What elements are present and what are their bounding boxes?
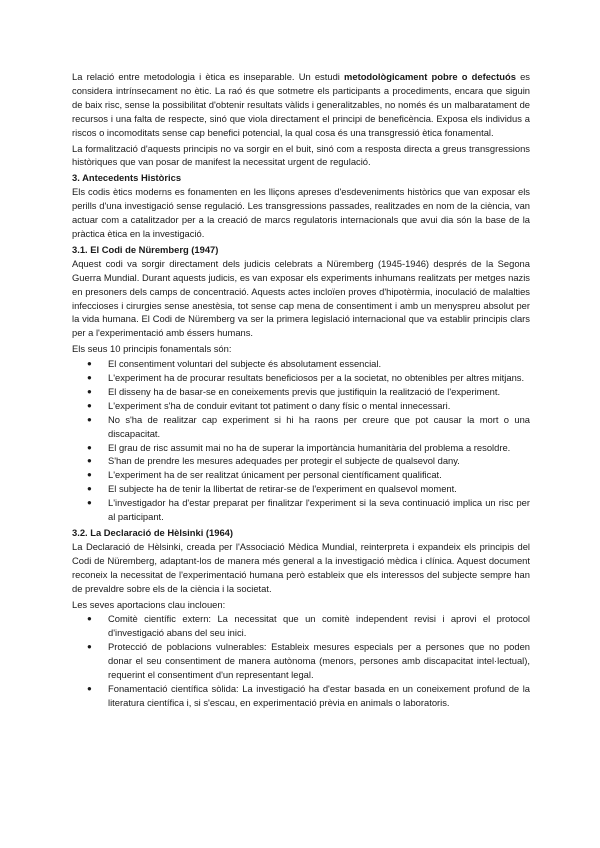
contributions-intro: Les seves aportacions clau inclouen:	[72, 598, 226, 610]
emphasis-text: metodològicament pobre o defectuós	[344, 71, 516, 82]
bullet-icon: ●	[87, 614, 92, 624]
list-item: ● L'experiment ha de ser realitzat únicament per personal científicament qualificat.	[87, 469, 442, 481]
list-item: ● El grau de risc assumit mai no ha de superar la importància humanitària del problema a resoldre.	[87, 441, 511, 453]
list-item: ● L'experiment ha de procurar resultats beneficiosos per a la societat, no obtenibles per altres mitjans.	[87, 372, 525, 384]
section-3-1-paragraph: Aquest codi va sorgir directament dels judicis celebrats a Nüremberg (1945-1946) després de la Segona Guerra Mundial. Durant aquests judicis, es van exposar els experiments inhumans realitzats per metges nazis en presoners dels camps de concentració. Aquests actes incloïen proves d'hipotèrmia, inoculació de malalties infeccioses i cirurgies sense anestèsia, tot sense cap mena de consentiment i amb un menyspreu absolut per la vida humana. El Codi de Nüremberg va ser la primera legislació internacional que va establir principis clars per a l'experimentació amb éssers humans.	[72, 257, 530, 339]
list-item: ● El consentiment voluntari del subjecte és absolutament essencial.	[87, 358, 382, 370]
list-item: ● Comitè científic extern: La necessitat que un comitè independent revisi i aprovi el protocol d'investigació abans del seu inici.	[87, 613, 530, 639]
list-item: ● El subjecte ha de tenir la llibertat de retirar-se de l'experiment en qualsevol moment.	[87, 483, 457, 495]
bullet-icon: ●	[87, 484, 92, 494]
bullet-icon: ●	[87, 400, 92, 410]
bullet-icon: ●	[87, 442, 92, 452]
bullet-icon: ●	[87, 386, 92, 396]
principles-intro: Els seus 10 principis fonamentals són:	[72, 343, 232, 355]
bullet-icon: ●	[87, 683, 92, 693]
section-heading-3-2: 3.2. La Declaració de Hèlsinki (1964)	[72, 527, 234, 538]
section-heading-3-1: 3.1. El Codi de Nüremberg (1947)	[72, 243, 219, 255]
list-item: ● No s'ha de realitzar cap experiment si hi ha raons per creure que pot causar la mort o una discapacitat.	[87, 413, 530, 439]
list-item: ● S'han de prendre les mesures adequades per protegir el subjecte de qualsevol dany.	[87, 455, 460, 467]
section-3-paragraph: Els codis ètics moderns es fonamenten en les lliçons apreses d'esdeveniments històrics que van exposar els perills d'una investigació sense regulació. Les transgressions passades, realitzades en nom de la ciència, van actuar com a catalitzador per a la creació de marcs regulatoris internacionals que avui dia són la base de la pràctica ètica en la investigació.	[72, 186, 530, 239]
bullet-icon: ●	[87, 373, 92, 383]
list-item: ● Fonamentació científica sòlida: La investigació ha d'estar basada en un coneixement profund de la literatura científica i, si s'escau, en experimentació prèvia en animals o laboratoris.	[87, 682, 530, 708]
list-item: ● Protecció de poblacions vulnerables: Estableix mesures especials per a persones que no poden donar el seu consentiment de manera autònoma (menors, persones amb discapacitat intel·lectual), requerint el consentiment d'un representant legal.	[87, 641, 530, 681]
bullet-icon: ●	[87, 642, 92, 652]
document-page	[72, 70, 530, 712]
list-item: ● El disseny ha de basar-se en coneixements previs que justifiquin la realització de l'experiment.	[87, 385, 501, 397]
section-3-2-paragraph: La Declaració de Hèlsinki, creada per l'Associació Mèdica Mundial, reinterpreta i expandeix els principis del Codi de Nüremberg, adaptant-los de manera més general a la investigació mèdica i clínica. Aquest document reconeix la necessitat de l'experimentació humana però estableix que els interessos del subjecte sempre han de prevaldre sobre els de la ciència i la societat.	[72, 540, 530, 594]
list-item: ● L'investigador ha d'estar preparat per finalitzar l'experiment si la seva continuació implica un risc per al participant.	[87, 497, 530, 523]
intro-paragraph-2: La formalització d'aquests principis no va sorgir en el buit, sinó com a resposta directa a greus transgressions històriques que van posar de manifest la necessitat urgent de regulació.	[72, 142, 530, 168]
bullet-icon: ●	[87, 456, 92, 466]
bullet-icon: ●	[87, 498, 92, 508]
bullet-icon: ●	[87, 414, 92, 424]
bullet-icon: ●	[87, 359, 92, 369]
section-heading-3: 3. Antecedents Històrics	[72, 172, 182, 184]
principles-list	[72, 357, 530, 524]
list-item: ● L'experiment s'ha de conduir evitant tot patiment o dany físic o mental innecessari.	[87, 399, 451, 411]
intro-paragraph-1: La relació entre metodologia i ètica es inseparable. Un estudi metodològicament pobre o defectuós es considera intrínsecament no ètic. La raó és que sotmetre els participants a procediments, encara que siguin de baix risc, sense la possibilitat d'obtenir resultats vàlids i generalitzables, no només és un malbaratament de recursos i una falta de respecte, sinó que viola directament el principi de beneficència. Exposa els individus a riscos o incomoditats sense cap benefici potencial, la qual cosa és una transgressió ètica fonamental.	[72, 71, 530, 138]
bullet-icon: ●	[87, 470, 92, 480]
contributions-list	[72, 612, 530, 709]
